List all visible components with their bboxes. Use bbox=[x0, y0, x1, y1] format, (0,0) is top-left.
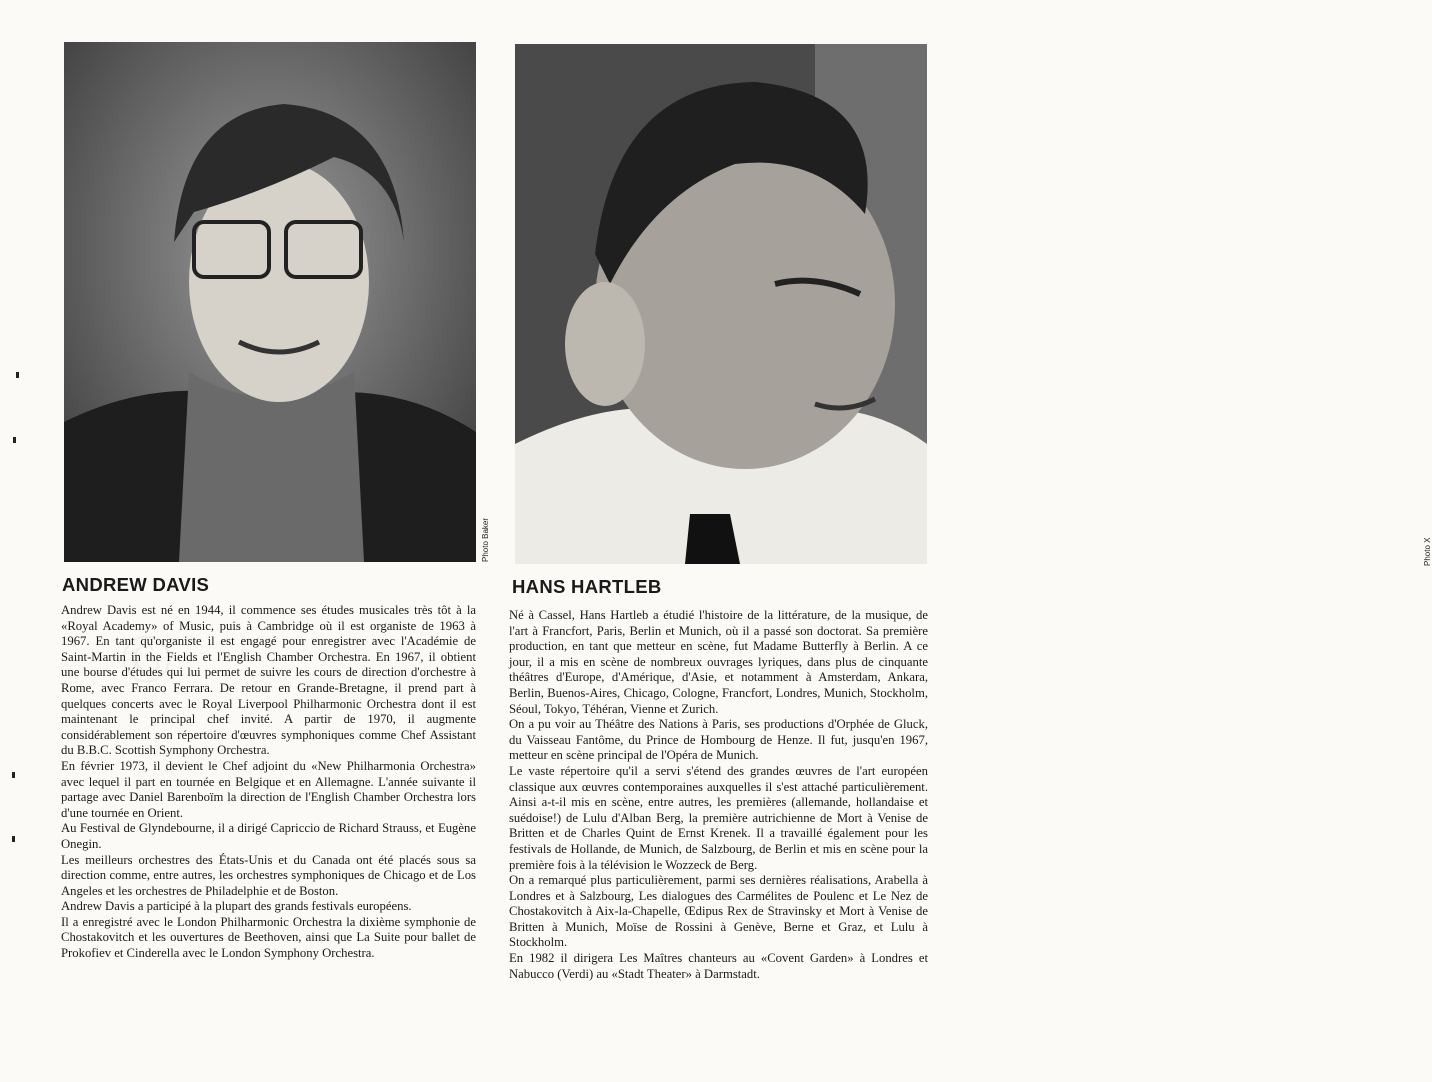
bio-paragraph: Né à Cassel, Hans Hartleb a étudié l'histoire de la littérature, de la musique, de l'art à Francfort, Paris, Berlin et Munich, où il a passé son doctorat. Sa première production, en tant que metteur en scène, fut Madame Butterfly à Berlin. A ce jour, il a mis en scène de nombreux ouvrages lyriques, dans plus de cinquante théâtres d'Europe, d'Amérique, d'Asie, et notamment à Amsterdam, Ankara, Berlin, Buenos-Aires, Chicago, Cologne, Francfort, Londres, Munich, Stockholm, Séoul, Tokyo, Téhéran, Vienne et Zurich. bbox=[509, 608, 928, 716]
margin-mark bbox=[13, 437, 16, 443]
bio-paragraph: Andrew Davis a participé à la plupart des grands festivals européens. bbox=[61, 899, 412, 914]
bio-paragraph: Au Festival de Glyndebourne, il a dirigé Capriccio de Richard Strauss, et Eugène Onegin. bbox=[61, 821, 476, 851]
andrew-davis-biography bbox=[61, 603, 476, 962]
bio-paragraph: En 1982 il dirigera Les Maîtres chanteurs au «Covent Garden» à Londres et Nabucco (Verdi) au «Stadt Theater» à Darmstadt. bbox=[509, 951, 928, 981]
margin-mark bbox=[12, 836, 15, 842]
bio-paragraph: Andrew Davis est né en 1944, il commence ses études musicales très tôt à la «Royal Academy» of Music, puis à Cambridge où il est organiste de 1963 à 1967. En tant qu'organiste il est engagé pour enregistrer avec l'Académie de Saint-Martin in the Fields et l'English Chamber Orchestra. En 1967, il obtient une bourse d'études qui lui permet de suivre les cours de direction d'orchestre à Rome, avec Franco Ferrara. De retour en Grande-Bretagne, il prend part à quelques concerts avec le Royal Liverpool Philharmonic Orchestra dont il est maintenant le principal chef invité. A partir de 1970, il augmente considérablement son répertoire d'œuvres symphoniques comme Chef Assistant du B.B.C. Scottish Symphony Orchestra. bbox=[61, 603, 476, 758]
margin-mark bbox=[12, 772, 15, 778]
margin-mark bbox=[16, 372, 19, 378]
bio-paragraph: En février 1973, il devient le Chef adjoint du «New Philharmonia Orchestra» avec lequel il part en tournée en Belgique et en Allemagne. L'année suivante il partage avec Daniel Barenboïm la direction de l'English Chamber Orchestra lors d'une tournée en Orient. bbox=[61, 758, 476, 820]
bio-paragraph: Les meilleurs orchestres des États-Unis et du Canada ont été placés sous sa direction comme, entre autres, les orchestres symphoniques de Chicago et de Los Angeles et les orchestres de Philadelphie et de Boston. bbox=[61, 852, 476, 898]
bio-paragraph: Le vaste répertoire qu'il a servi s'étend des grandes œuvres de l'art européen classique aux œuvres contemporaines auxquelles il s'est attaché particulièrement. Ainsi a-t-il mis en scène, entre autres, les premières (allemande, hollandaise et suédoise!) de Lulu d'Alban Berg, la première autrichienne de Mort à Venise de Britten et de Charles Quint de Ernst Krenek. Il a travaillé également pour les festivals de Hollande, de Munich, de Salzbourg, de Berlin et mis en scène pour la première fois à la télévision le Wozzeck de Berg. bbox=[509, 763, 928, 872]
andrew-davis-name: ANDREW DAVIS bbox=[62, 574, 210, 595]
andrew-davis-photo bbox=[64, 42, 476, 562]
hans-hartleb-name: HANS HARTLEB bbox=[512, 576, 662, 597]
hans-hartleb-photo bbox=[515, 44, 927, 564]
bio-paragraph: Il a enregistré avec le London Philharmonic Orchestra la dixième symphonie de Chostakovitch et les ouvertures de Beethoven, ainsi que La Suite pour ballet de Prokofiev et Cinderella avec le London Symphony Orchestra. bbox=[61, 914, 476, 961]
bio-paragraph: On a pu voir au Théâtre des Nations à Paris, ses productions d'Orphée de Gluck, du Vaisseau Fantôme, du Prince de Hombourg de Henze. Il fut, jusqu'en 1967, metteur en scène principal de l'Opéra de Munich. bbox=[509, 717, 928, 763]
photo-credit: Photo X bbox=[1423, 537, 1432, 566]
photo-credit: Photo Baker bbox=[481, 517, 490, 562]
hans-hartleb-biography bbox=[509, 608, 928, 982]
bio-paragraph: On a remarqué plus particulièrement, parmi ses dernières réalisations, Arabella à Londres et à Salzbourg, Les dialogues des Carmélites de Poulenc et Le Nez de Chostakovitch à Aix-la-Chapelle, Œdipus Rex de Stravinsky et Mort à Venise de Britten à Munich, Moïse de Rossini à Genève, Berne et Graz, et Lulu à Stockholm. bbox=[509, 873, 928, 950]
